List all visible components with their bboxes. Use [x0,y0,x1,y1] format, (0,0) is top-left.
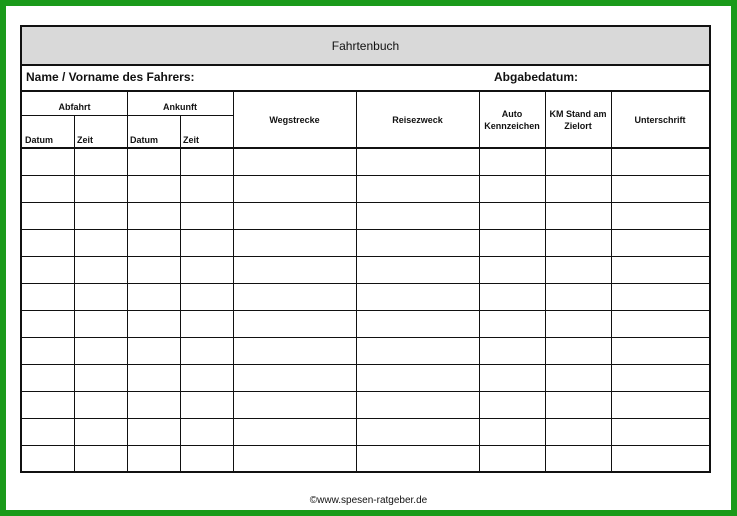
car-plate-header: Auto Kennzeichen [484,108,540,131]
row-line [22,391,709,392]
copyright-footer: ©www.spesen-ratgeber.de [309,495,428,506]
logbook-sheet [20,25,711,473]
row-line [22,445,709,446]
row-line [22,202,709,203]
purpose-header: Reisezweck [392,114,443,125]
driver-info-row [22,66,709,92]
row-line [22,175,709,176]
row-line [22,418,709,419]
arrival-time-header: Zeit [183,135,200,145]
arrival-date-header: Datum [130,135,159,145]
departure-header: Abfahrt [58,102,91,112]
row-line [22,337,709,338]
row-line [22,229,709,230]
row-line [22,310,709,311]
submission-date-label: Abgabedatum: [494,70,578,84]
departure-time-header: Zeit [77,135,94,145]
header-divider [22,115,233,116]
row-line [22,256,709,257]
arrival-header: Ankunft [163,102,197,112]
row-line [22,283,709,284]
km-reading-header: KM Stand am Zielort [549,108,607,131]
logbook-table [22,92,709,471]
logbook-title: Fahrtenbuch [22,27,709,66]
row-line [22,364,709,365]
route-header: Wegstrecke [269,114,320,125]
signature-header: Unterschrift [634,114,686,125]
header-bottom-border [22,147,709,149]
departure-date-header: Datum [25,135,54,145]
driver-name-label: Name / Vorname des Fahrers: [26,70,195,84]
